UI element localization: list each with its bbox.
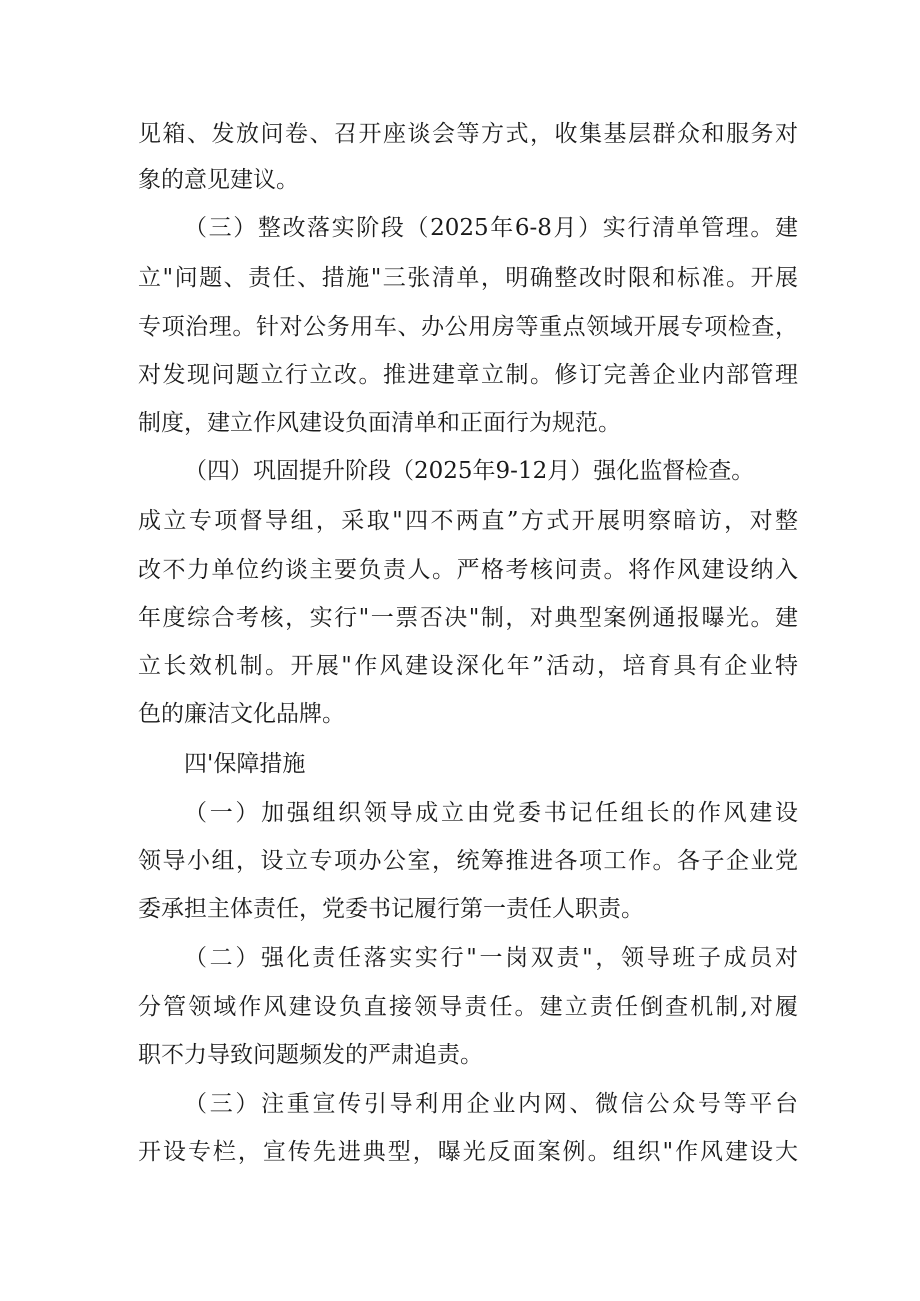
- text-line: 开设专栏，宣传先进典型，曝光反面案例。组织"作风建设大: [138, 1139, 798, 1165]
- text-line: 成立专项督导组，采取"四不两直”方式开展明察暗访，对整: [138, 508, 798, 534]
- text-line: 年度综合考核，实行"一票否决"制，对典型案例通报曝光。建: [138, 605, 798, 631]
- section-heading-line: （三）注重宣传引导利用企业内网、微信公众号等平台: [184, 1091, 798, 1117]
- section-heading-line: （一）加强组织领导成立由党委书记任组长的作风建设: [184, 800, 798, 826]
- text-line: 立长效机制。开展"作风建设深化年”活动，培育具有企业特: [138, 653, 798, 679]
- text-line: 象的意见建议。: [138, 167, 299, 193]
- section-heading-line: （三）整改落实阶段（2025年6-8月）实行清单管理。建: [184, 215, 798, 241]
- section-heading-line: （四）巩固提升阶段（2025年9-12月）强化监督检查。: [184, 458, 755, 484]
- text-line: 对发现问题立行立改。推进建章立制。修订完善企业内部管理: [138, 362, 798, 388]
- text-line: 分管领域作风建设负直接领导责任。建立责任倒查机制,对履: [138, 994, 798, 1020]
- text-line: 专项治理。针对公务用车、办公用房等重点领域开展专项检查，: [138, 314, 798, 340]
- text-line: 制度，建立作风建设负面清单和正面行为规范。: [138, 410, 621, 436]
- text-line: 见箱、发放问卷、召开座谈会等方式，收集基层群众和服务对: [138, 121, 798, 147]
- text-line: 领导小组，设立专项办公室，统筹推进各项工作。各子企业党: [138, 848, 798, 874]
- text-line: 立"问题、责任、措施"三张清单，明确整改时限和标准。开展: [138, 265, 798, 291]
- text-line: 色的廉洁文化品牌。: [138, 701, 345, 727]
- text-line: 改不力单位约谈主要负责人。严格考核问责。将作风建设纳入: [138, 557, 798, 583]
- section-heading-line: （二）强化责任落实实行"一岗双责"，领导班子成员对: [184, 945, 798, 971]
- text-line: 职不力导致问题频发的严肃追责。: [138, 1042, 483, 1068]
- section-title: 四'保障措施: [184, 751, 306, 777]
- text-line: 委承担主体责任，党委书记履行第一责任人职责。: [138, 896, 644, 922]
